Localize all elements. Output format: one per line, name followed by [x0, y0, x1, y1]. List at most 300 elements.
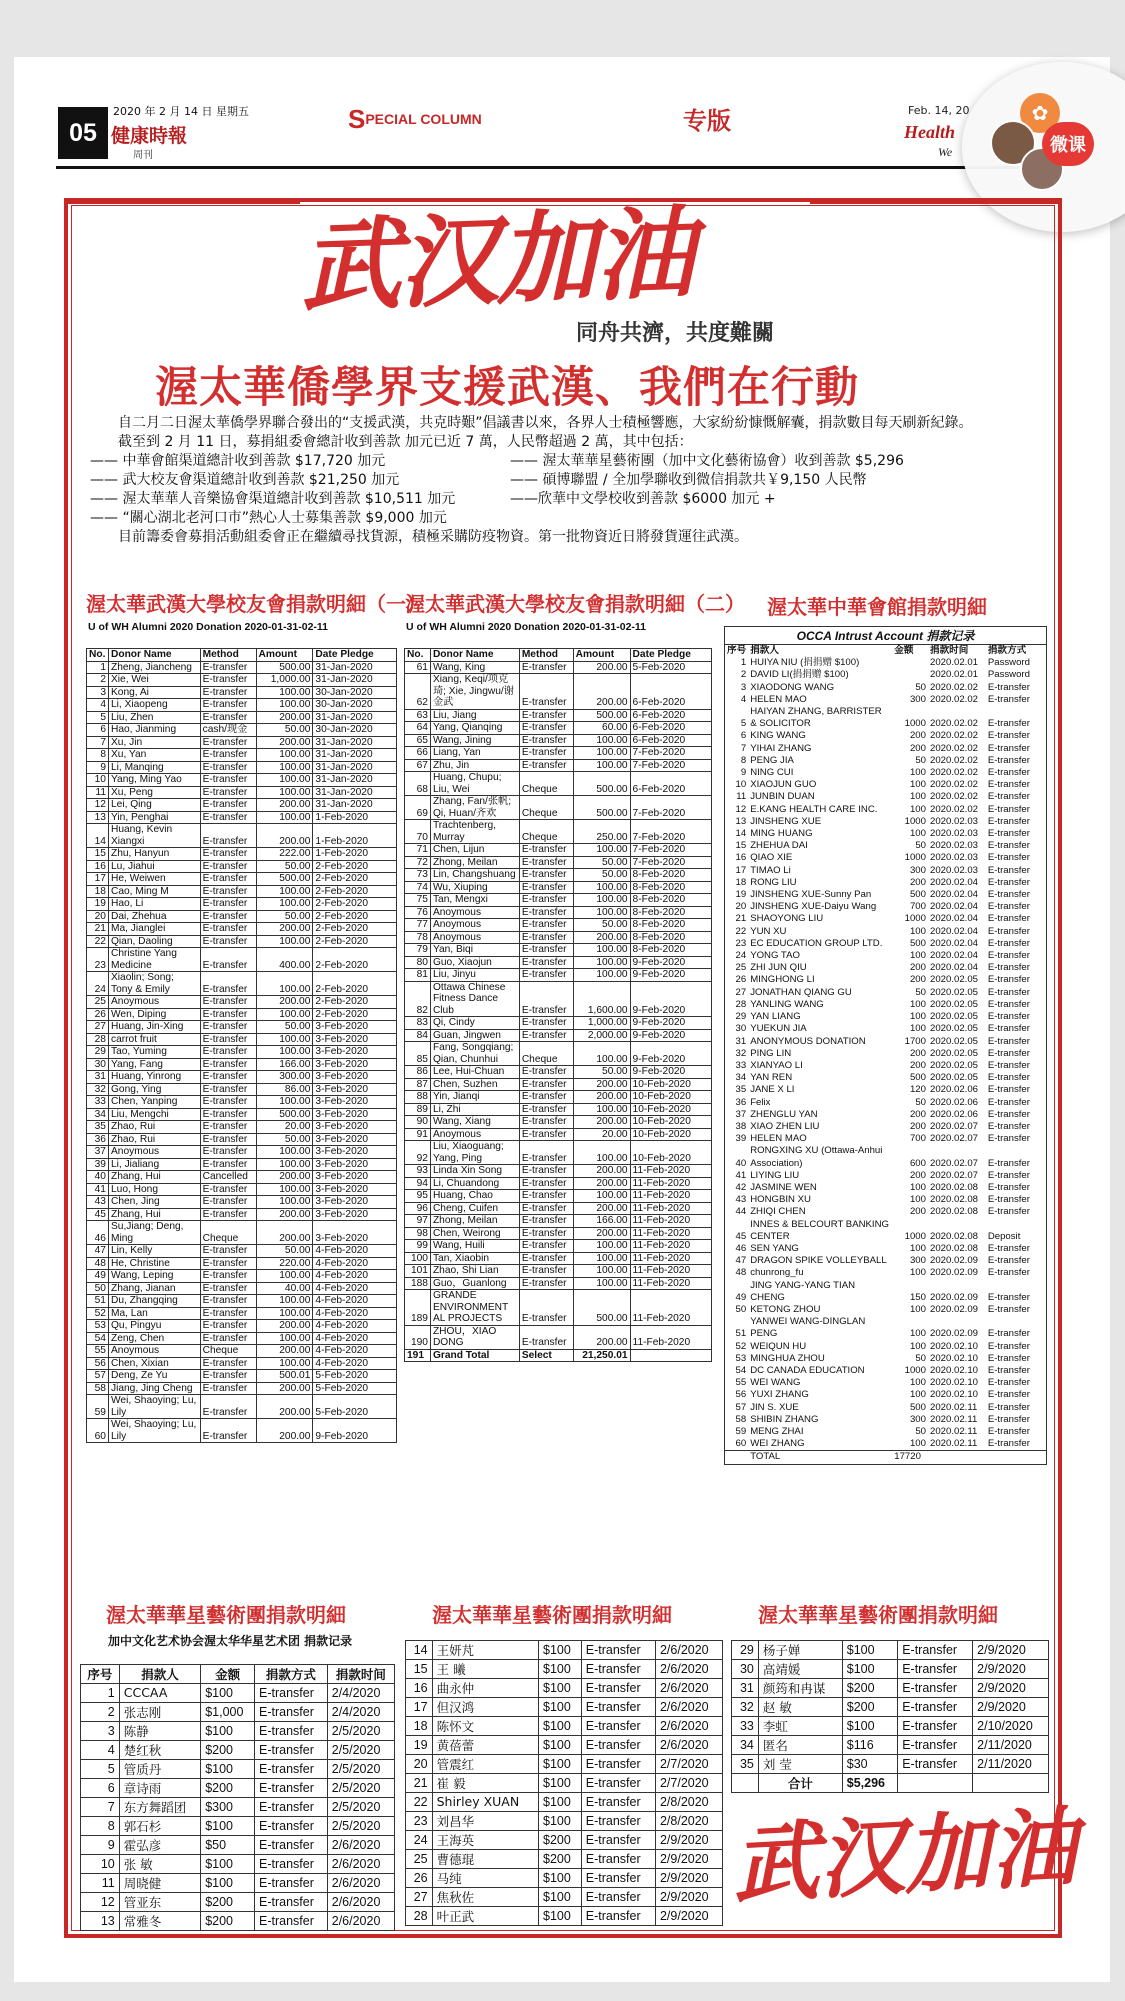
table-row	[725, 1389, 1047, 1401]
table-cell: 4-Feb-2020	[313, 1332, 397, 1345]
table-cell: 21	[735, 913, 747, 925]
table-cell: 83	[405, 1017, 431, 1030]
table-cell: E-transfer	[987, 1426, 1030, 1437]
table-cell: 50	[915, 986, 926, 998]
table-cell: E-transfer	[254, 1892, 327, 1911]
table-cell: E-transfer	[200, 1370, 256, 1383]
table-cell: 7	[87, 736, 109, 749]
table-cell: $30	[842, 1755, 897, 1774]
table-cell: 43	[735, 1194, 747, 1206]
table-cell: E-transfer	[519, 894, 573, 907]
table-cell: $200	[201, 1892, 255, 1911]
table-row	[405, 869, 712, 882]
table-cell: 31	[735, 1035, 747, 1047]
table-cell: 2020.02.04	[929, 913, 978, 925]
table-cell: E-transfer	[519, 1029, 573, 1042]
table-cell: 2/6/2020	[655, 1660, 722, 1679]
wh-donation-table-1	[86, 648, 397, 1443]
table-cell: No.	[87, 649, 109, 662]
table-cell: $100	[842, 1641, 897, 1660]
table-cell: E-transfer	[987, 693, 1030, 705]
table-cell: E-transfer	[200, 848, 256, 861]
table-cell: Cheque	[200, 1345, 256, 1358]
table-row	[725, 669, 1047, 681]
table-cell: Xie, Wei	[108, 674, 200, 687]
table-cell: He, Weiwen	[108, 873, 200, 886]
table-cell: 53	[735, 1352, 747, 1364]
table-cell: 2-Feb-2020	[313, 996, 397, 1009]
table-cell: 2020.02.03	[929, 840, 978, 852]
table-cell: E-transfer	[200, 811, 256, 824]
table-cell: 2/8/2020	[655, 1811, 722, 1830]
table-cell: 45	[735, 1230, 747, 1242]
micro-class-button[interactable]: 微课	[1042, 122, 1094, 166]
table-cell: TIMAO Li	[750, 864, 791, 876]
table-cell: E-transfer	[200, 1133, 256, 1146]
table-cell: Zhong, Meilan	[430, 1215, 519, 1228]
table-cell: 100.00	[256, 699, 313, 712]
table-row	[405, 931, 712, 944]
table-cell: E-transfer	[200, 873, 256, 886]
table-cell: E-transfer	[987, 1157, 1030, 1169]
table-cell: 5	[740, 718, 747, 730]
table-cell: EC EDUCATION GROUP LTD.	[750, 937, 883, 949]
table-cell: Tao, Yuming	[108, 1046, 200, 1059]
table-cell: $100	[539, 1736, 582, 1755]
table-cell: XIAOJUN GUO	[750, 779, 817, 791]
table-row	[725, 1206, 1047, 1218]
table-cell: Yin, Penghai	[108, 811, 200, 824]
table-cell: 50	[915, 1426, 926, 1437]
table-cell: 166.00	[256, 1058, 313, 1071]
table-row	[406, 1793, 723, 1812]
table-cell: 2020.02.04	[929, 925, 978, 937]
table-cell: 5	[81, 1759, 120, 1778]
table-row	[725, 974, 1047, 986]
table-cell: 10-Feb-2020	[630, 1141, 711, 1165]
table-cell: E-transfer	[519, 674, 573, 710]
frame-top-line	[64, 198, 300, 204]
table-cell: 9-Feb-2020	[630, 1042, 711, 1066]
table-cell: $200	[201, 1778, 255, 1797]
table-cell: Wang, Huili	[430, 1240, 519, 1253]
table-cell: 张志刚	[119, 1702, 200, 1721]
table-row	[725, 1194, 1047, 1206]
table-cell: 2020.02.10	[929, 1340, 978, 1352]
table-cell: $200	[842, 1698, 897, 1717]
table-cell: 曲永仲	[432, 1679, 538, 1698]
table-cell: 300	[909, 1413, 926, 1425]
newspaper-logo-sub: 周刊	[133, 150, 153, 161]
table-cell: 41	[87, 1183, 109, 1196]
table-row	[87, 824, 397, 848]
table-cell: Cheque	[200, 1221, 256, 1245]
table-row	[81, 1835, 395, 1854]
table-cell: 5-Feb-2020	[313, 1382, 397, 1395]
table-cell: 黄蓓蕾	[432, 1736, 538, 1755]
table-cell: 200.00	[573, 1078, 630, 1091]
table-cell: E-transfer	[581, 1641, 655, 1660]
table-cell: 章诗雨	[119, 1778, 200, 1797]
section-subtitle-wh1: U of WH Alumni 2020 Donation 2020-01-31-02-11	[88, 621, 329, 633]
table-cell: 1000	[904, 913, 926, 925]
table-cell: E-transfer	[581, 1679, 655, 1698]
table-cell: GRANDE ENVIRONMENT AL PROJECTS	[430, 1290, 519, 1326]
table-cell: 焦秋佐	[432, 1887, 538, 1906]
table-row	[87, 996, 397, 1009]
table-cell: 8-Feb-2020	[630, 894, 711, 907]
table-cell: 4	[87, 699, 109, 712]
table-cell: 200.00	[256, 1382, 313, 1395]
table-cell: 14	[87, 824, 109, 848]
table-cell: E-transfer	[519, 1202, 573, 1215]
table-row	[405, 1290, 712, 1326]
table-row	[725, 865, 1047, 877]
table-cell: 11	[87, 786, 109, 799]
table-cell: 31-Jan-2020	[313, 761, 397, 774]
table-cell: 59	[87, 1395, 109, 1419]
table-row	[87, 811, 397, 824]
table-cell: Xiang, Keqi/项克琦; Xie, Jingwu/谢金武	[430, 674, 519, 710]
table-cell: 100	[405, 1252, 431, 1265]
table-cell: 100	[909, 1023, 926, 1035]
table-cell: 33	[732, 1717, 759, 1736]
table-cell: E-transfer	[519, 759, 573, 772]
table-cell: 2020.02.09	[929, 1291, 978, 1303]
table-cell: 85	[405, 1042, 431, 1066]
table-cell: $200	[539, 1830, 582, 1849]
table-cell: Huang, Jin-Xing	[108, 1021, 200, 1034]
table-row	[725, 852, 1047, 864]
table-cell: E-transfer	[200, 1083, 256, 1096]
table-row	[732, 1660, 1049, 1679]
table-cell: RONGXING XU (Ottawa-Anhui Association)	[750, 1145, 883, 1169]
table-row	[725, 657, 1047, 669]
table-cell: 31	[732, 1679, 759, 1698]
table-cell: 100.00	[573, 734, 630, 747]
table-row	[725, 1084, 1047, 1096]
table-cell: 97	[405, 1215, 431, 1228]
table-cell: 2020.02.08	[929, 1230, 978, 1242]
table-row	[405, 1252, 712, 1265]
table-cell: $116	[842, 1736, 897, 1755]
table-cell: Liu, Xiaoguang; Yang, Ping	[430, 1141, 519, 1165]
table-row	[406, 1774, 723, 1793]
table-cell: 100	[909, 803, 926, 815]
table-cell: WEI WANG	[750, 1377, 801, 1389]
table-cell: MINGHUA ZHOU	[750, 1352, 825, 1364]
table-cell: E-transfer	[987, 1072, 1030, 1084]
table-cell: 90	[405, 1116, 431, 1129]
table-cell: 200	[909, 1206, 926, 1218]
table-cell: JUNBIN DUAN	[750, 791, 815, 803]
table-cell: E-transfer	[581, 1717, 655, 1736]
table-cell: E-transfer	[519, 1325, 573, 1349]
table-cell: E-transfer	[200, 761, 256, 774]
table-cell: E-transfer	[200, 1282, 256, 1295]
table-row	[406, 1717, 723, 1736]
table-cell: E-transfer	[987, 1108, 1030, 1120]
table-cell: NING CUI	[750, 767, 794, 779]
table-cell: Su,Jiang; Deng, Ming	[108, 1221, 200, 1245]
table-cell: 9-Feb-2020	[630, 969, 711, 982]
table-cell: 颜筠和冉谋	[758, 1679, 842, 1698]
table-row	[81, 1911, 395, 1930]
table-cell: E-transfer	[987, 681, 1030, 693]
table-cell: Huang, Chupu; Liu, Wei	[430, 772, 519, 796]
table-cell: 200.00	[573, 1202, 630, 1215]
table-cell: E-transfer	[200, 1357, 256, 1370]
table-cell: 100	[909, 1267, 926, 1279]
table-row	[87, 1382, 397, 1395]
table-cell: Donor Name	[430, 649, 519, 662]
table-header-row	[87, 649, 397, 662]
table-cell: 1	[81, 1684, 120, 1703]
table-cell: 96	[405, 1202, 431, 1215]
table-cell: E-transfer	[200, 1257, 256, 1270]
table-cell: 3-Feb-2020	[313, 1108, 397, 1121]
table-cell: 100.00	[256, 1096, 313, 1109]
table-row	[405, 1066, 712, 1079]
table-cell: 95	[405, 1190, 431, 1203]
table-cell: 常雅冬	[119, 1911, 200, 1930]
table-cell: E-transfer	[200, 1146, 256, 1159]
table-cell: DAVID LI(捐捐赠 $100)	[750, 669, 849, 681]
table-cell: 2-Feb-2020	[313, 910, 397, 923]
table-cell: E-transfer	[519, 1141, 573, 1165]
table-cell: 18	[87, 885, 109, 898]
table-cell: $100	[201, 1873, 255, 1892]
table-cell: E-transfer	[519, 661, 573, 674]
table-cell: E-transfer	[200, 898, 256, 911]
table-cell: 54	[735, 1364, 747, 1376]
table-cell: E-transfer	[200, 1208, 256, 1221]
table-cell: Password	[987, 657, 1030, 669]
table-cell: 70	[405, 820, 431, 844]
table-cell: 100.00	[573, 956, 630, 969]
table-cell: E-transfer	[200, 1033, 256, 1046]
table-cell: $100	[201, 1759, 255, 1778]
table-row	[81, 1684, 395, 1703]
table-cell: E-transfer	[987, 1352, 1030, 1364]
table-cell: HAIYAN ZHANG, BARRISTER & SOLICITOR	[750, 706, 882, 730]
table-row	[406, 1698, 723, 1717]
table-cell: 100.00	[573, 759, 630, 772]
table-cell: 管震红	[432, 1755, 538, 1774]
table-row	[725, 1121, 1047, 1133]
table-cell: 38	[735, 1120, 747, 1132]
table-cell: 5	[87, 711, 109, 724]
table-cell: $1,000	[201, 1702, 255, 1721]
table-cell: 26	[87, 1008, 109, 1021]
table-row	[87, 1370, 397, 1383]
table-cell: E-transfer	[200, 1395, 256, 1419]
table-cell: 7	[740, 742, 747, 754]
table-cell: 2020.02.02	[929, 754, 978, 766]
table-cell: 188	[405, 1277, 431, 1290]
table-cell: 100.00	[573, 944, 630, 957]
table-header-row	[81, 1665, 395, 1684]
table-row	[87, 1121, 397, 1134]
table-cell: 但汉鸿	[432, 1698, 538, 1717]
table-cell: Li, Zhi	[430, 1103, 519, 1116]
table-cell: E-transfer	[987, 889, 1030, 901]
table-cell: 2020.02.02	[929, 803, 978, 815]
table-cell: 54	[87, 1332, 109, 1345]
table-cell: 17	[406, 1698, 433, 1717]
table-row	[725, 743, 1047, 755]
table-cell: 100	[909, 1242, 926, 1254]
table-cell: 31	[87, 1071, 109, 1084]
table-cell: 序号	[727, 645, 747, 656]
table-cell: 200.00	[573, 674, 630, 710]
table-cell: 57	[87, 1370, 109, 1383]
table-cell: 500.00	[256, 1108, 313, 1121]
table-cell: E-transfer	[254, 1873, 327, 1892]
table-row	[406, 1868, 723, 1887]
table-row	[406, 1811, 723, 1830]
table-cell: Cheque	[519, 772, 573, 796]
table-cell: $100	[539, 1793, 582, 1812]
table-cell: 2020.02.02	[929, 767, 978, 779]
table-cell: 2-Feb-2020	[313, 885, 397, 898]
table-row	[87, 1221, 397, 1245]
table-cell: cash/现金	[200, 724, 256, 737]
table-cell: 166.00	[573, 1215, 630, 1228]
table-row	[406, 1660, 723, 1679]
table-cell: $100	[201, 1721, 255, 1740]
table-cell: 50	[915, 1096, 926, 1108]
table-cell: 8-Feb-2020	[630, 944, 711, 957]
table-cell: 22	[735, 925, 747, 937]
table-cell: 100.00	[256, 885, 313, 898]
table-cell: E-transfer	[987, 986, 1030, 998]
table-cell: Tan, Mengxi	[430, 894, 519, 907]
table-cell: 100.00	[256, 898, 313, 911]
table-cell: 13	[87, 811, 109, 824]
table-cell: 33	[87, 1096, 109, 1109]
table-cell: 500	[909, 1401, 926, 1413]
table-cell: 5-Feb-2020	[313, 1395, 397, 1419]
table-cell: 7-Feb-2020	[630, 844, 711, 857]
table-row	[725, 938, 1047, 950]
table-cell: JONATHAN QIANG GU	[750, 986, 852, 998]
table-row	[87, 1270, 397, 1283]
table-cell: 2/5/2020	[327, 1778, 394, 1797]
table-cell: 2-Feb-2020	[313, 873, 397, 886]
table-cell: E-transfer	[519, 1290, 573, 1326]
table-cell: 35	[735, 1084, 747, 1096]
table-row	[405, 944, 712, 957]
table-cell: Linda Xin Song	[430, 1165, 519, 1178]
occa-table-title: OCCA Intrust Account 捐款记录	[725, 627, 1047, 645]
table-row	[87, 1171, 397, 1184]
table-cell: 1000	[904, 1230, 926, 1242]
table-cell: E-transfer	[200, 749, 256, 762]
table-cell: 2/9/2020	[655, 1887, 722, 1906]
table-cell: E-transfer	[987, 1438, 1030, 1450]
table-cell: 10-Feb-2020	[630, 1078, 711, 1091]
table-cell: 2020.02.03	[929, 864, 978, 876]
table-row	[725, 1304, 1047, 1316]
table-row	[405, 1202, 712, 1215]
table-cell: 100	[909, 767, 926, 779]
table-cell: Guo，Guanlong	[430, 1277, 519, 1290]
table-cell: 2/5/2020	[327, 1797, 394, 1816]
table-row	[81, 1702, 395, 1721]
table-cell: 2020.02.07	[929, 1133, 978, 1145]
table-cell: 25	[87, 996, 109, 1009]
table-row	[725, 1414, 1047, 1426]
table-cell: RONG LIU	[750, 876, 797, 888]
table-cell: 100.00	[573, 894, 630, 907]
table-cell: 2,000.00	[573, 1029, 630, 1042]
table-row	[725, 901, 1047, 913]
section-title-art2: 渥太華華星藝術團捐款明細	[432, 1603, 672, 1627]
table-cell: 2020.02.08	[929, 1206, 978, 1218]
table-cell: 31-Jan-2020	[313, 674, 397, 687]
table-row	[725, 913, 1047, 925]
table-cell: 27	[406, 1887, 433, 1906]
table-cell: 100	[909, 1011, 926, 1023]
table-cell: 32	[735, 1047, 747, 1059]
table-cell: 200.00	[256, 1221, 313, 1245]
table-cell: Guan, Jingwen	[430, 1029, 519, 1042]
table-row	[87, 661, 397, 674]
table-cell: 53	[87, 1320, 109, 1333]
table-row	[725, 1011, 1047, 1023]
table-cell: 100	[909, 1194, 926, 1206]
table-row	[725, 1341, 1047, 1353]
table-cell: 79	[405, 944, 431, 957]
table-cell: 1	[87, 661, 109, 674]
table-cell: 2/9/2020	[973, 1660, 1049, 1679]
table-cell: E-transfer	[200, 1183, 256, 1196]
table-cell: 3	[740, 681, 747, 693]
table-cell: 4-Feb-2020	[313, 1245, 397, 1258]
table-cell: 王海英	[432, 1830, 538, 1849]
table-cell: 2/9/2020	[973, 1679, 1049, 1698]
table-cell: 100.00	[573, 1277, 630, 1290]
table-row	[405, 709, 712, 722]
table-cell: 41	[735, 1169, 747, 1181]
table-cell: 300.00	[256, 1071, 313, 1084]
table-cell: ZHOU，XIAO DONG	[430, 1325, 519, 1349]
table-cell: Gong, Ying	[108, 1083, 200, 1096]
table-row	[725, 1109, 1047, 1121]
table-cell: E-transfer	[200, 1332, 256, 1345]
table-cell: 500.00	[573, 772, 630, 796]
table-cell: Zhang, Fan/张帆; Qi, Huan/齐欢	[430, 796, 519, 820]
table-cell: 6-Feb-2020	[630, 674, 711, 710]
section-title-art1: 渥太華華星藝術團捐款明細	[106, 1603, 346, 1627]
table-cell: 100	[909, 1377, 926, 1389]
table-cell: 100.00	[256, 1046, 313, 1059]
table-cell: 11-Feb-2020	[630, 1252, 711, 1265]
table-cell: E-transfer	[987, 937, 1030, 949]
table-cell: 2020.02.07	[929, 1157, 978, 1169]
table-cell: E-transfer	[200, 1307, 256, 1320]
table-cell: 7-Feb-2020	[630, 759, 711, 772]
table-cell: JIN S. XUE	[750, 1401, 799, 1413]
table-cell: 2020.02.10	[929, 1377, 978, 1389]
table-cell: 200.00	[573, 1165, 630, 1178]
table-row	[725, 1048, 1047, 1060]
table-cell: E-transfer	[987, 974, 1030, 986]
table-cell: 200.00	[573, 1116, 630, 1129]
table-cell: 11-Feb-2020	[630, 1265, 711, 1278]
table-cell: 22	[406, 1793, 433, 1812]
